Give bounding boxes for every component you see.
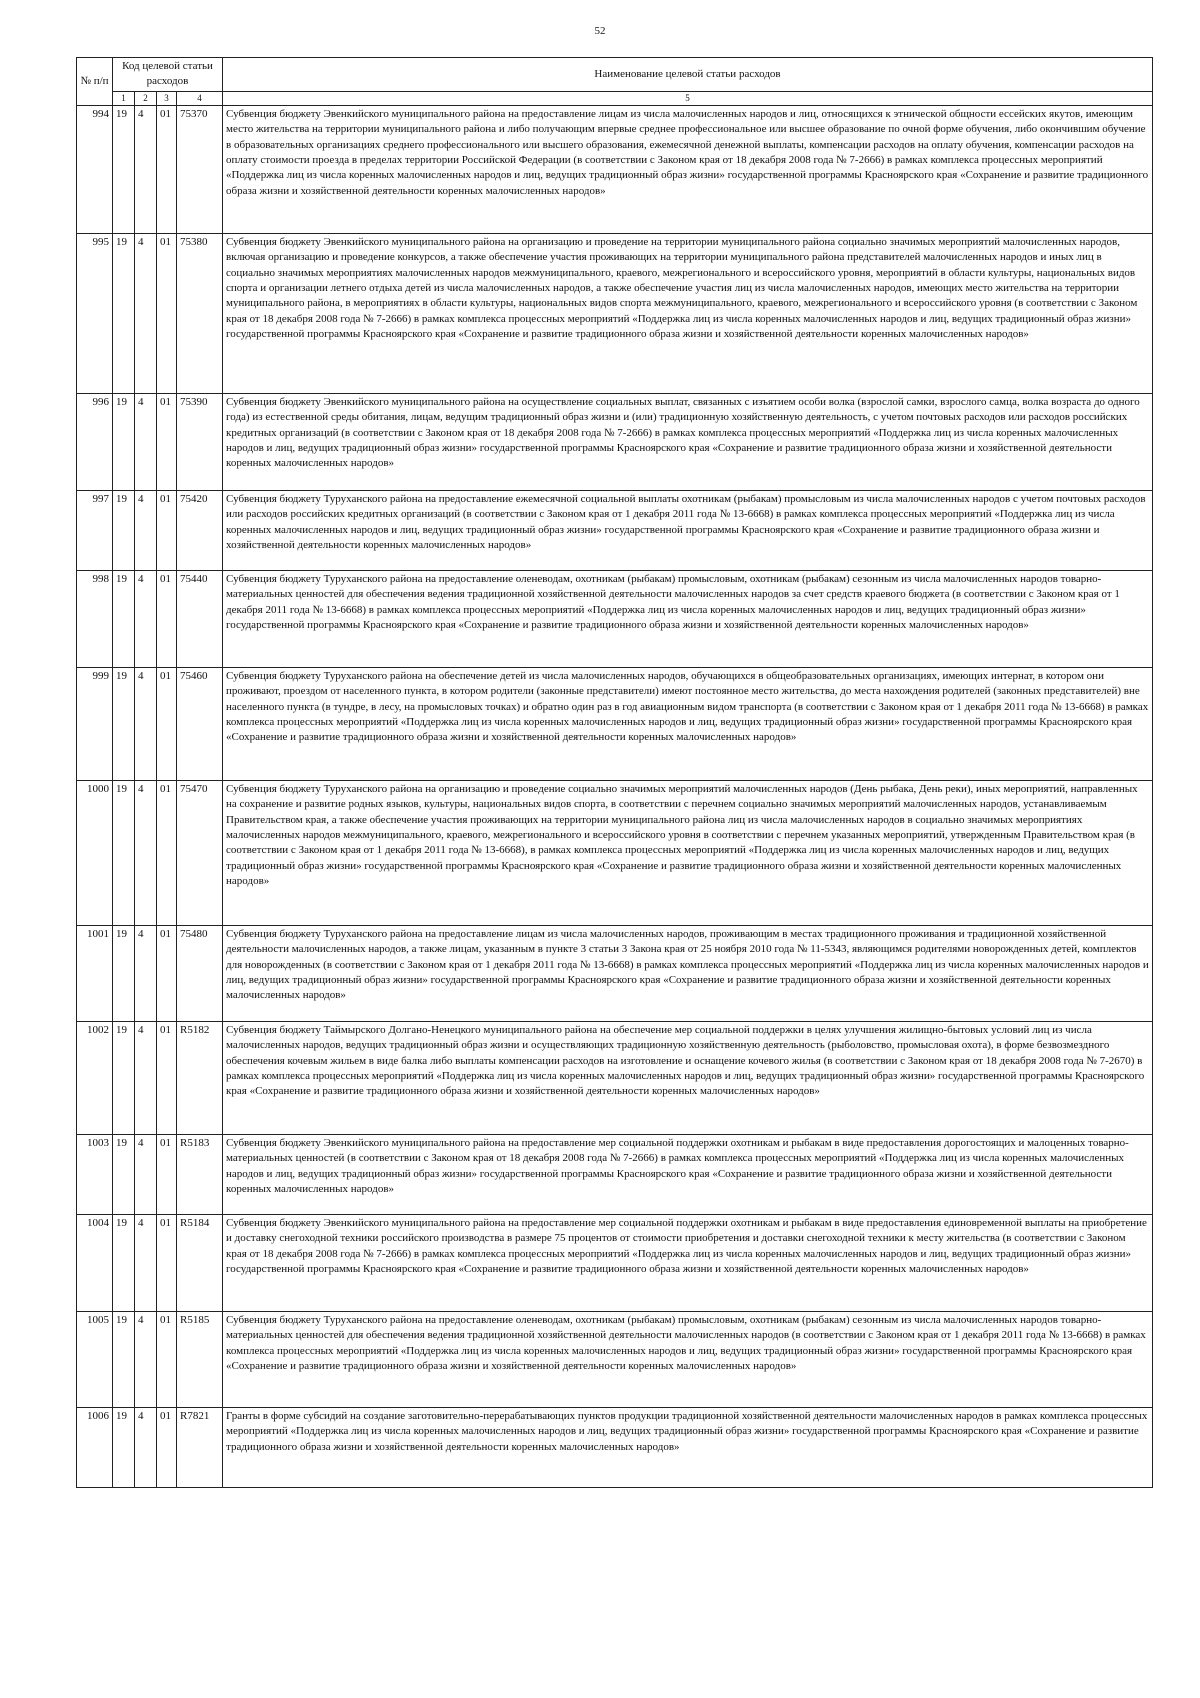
row-number: 1003 xyxy=(77,1134,113,1214)
item-name: Субвенция бюджету Эвенкийского муниципального района на организацию и проведение на территории муниципального района социально значимых мероприятий малочисленных народов, включая организацию и проведение конкурсов, а также обеспечение участия проживающих на территории муниципального района представителей малочисленных народов и иных лиц в социально значимых мероприятиях малочисленных народов межмуниципального, краевого, межрегионального и всероссийского уровня, мероприятий в области культуры, национальных видов спорта и организации летнего отдыха детей из числа малочисленных народов, а также обеспечение участия лиц из числа малочисленных народов, имеющих место жительства на территории муниципального района, в мероприятиях в области культуры, национальных видов спорта межмуниципального, краевого, межрегионального и всероссийского уровня (в соответствии с Законом края от 18 декабря 2008 года № 7-2666) в рамках комплекса процессных мероприятий «Поддержка лиц из числа коренных малочисленных народов и лиц, ведущих традиционный образ жизни» государственной программы Красноярского края «Сохранение и развитие традиционного образа жизни и хозяйственной деятельности коренных малочисленных народов» xyxy=(223,233,1153,393)
row-number: 997 xyxy=(77,490,113,570)
code-program: 19 xyxy=(113,393,135,490)
code-direction: 75480 xyxy=(177,925,223,1021)
target-items-table xyxy=(76,57,1153,1488)
row-number: 996 xyxy=(77,393,113,490)
column-number: 4 xyxy=(177,91,223,105)
code-program: 19 xyxy=(113,233,135,393)
code-direction: 75460 xyxy=(177,667,223,780)
code-direction: 75470 xyxy=(177,780,223,925)
table-row xyxy=(77,570,1153,667)
code-program: 19 xyxy=(113,490,135,570)
code-complex: 01 xyxy=(157,1021,177,1134)
table-row xyxy=(77,1407,1153,1487)
code-complex: 01 xyxy=(157,570,177,667)
code-subprogram: 4 xyxy=(135,1407,157,1487)
row-number: 1001 xyxy=(77,925,113,1021)
row-number: 1004 xyxy=(77,1214,113,1311)
item-name: Субвенция бюджету Туруханского района на предоставление оленеводам, охотникам (рыбакам) промысловым, охотникам (рыбакам) сезонным из числа малочисленных народов товарно-материальных ценностей для обеспечения ведения традиционной хозяйственной деятельности малочисленных народов (в соответствии с Законом края от 1 декабря 2011 года № 13-6668) в рамках комплекса процессных мероприятий «Поддержка лиц из числа коренных малочисленных народов и лиц, ведущих традиционный образ жизни» государственной программы Красноярского края «Сохранение и развитие традиционного образа жизни и хозяйственной деятельности коренных малочисленных народов» xyxy=(223,1311,1153,1407)
row-number: 1005 xyxy=(77,1311,113,1407)
code-complex: 01 xyxy=(157,667,177,780)
page-number: 52 xyxy=(594,25,606,37)
column-number: 1 xyxy=(113,91,135,105)
code-program: 19 xyxy=(113,570,135,667)
item-name: Субвенция бюджету Эвенкийского муниципального района на предоставление мер социальной поддержки охотникам и рыбакам в виде предоставления единовременной выплаты на приобретение и доставку снегоходной техники российского производства в размере 75 процентов от стоимости приобретения и доставки снегоходной техники к месту жительства (в соответствии с Законом края от 18 декабря 2008 года № 7-2666) в рамках комплекса процессных мероприятий «Поддержка лиц из числа коренных малочисленных народов и лиц, ведущих традиционный образ жизни» государственной программы Красноярского края «Сохранение и развитие традиционного образа жизни и хозяйственной деятельности коренных малочисленных народов» xyxy=(223,1214,1153,1311)
item-name: Субвенция бюджету Туруханского района на обеспечение детей из числа малочисленных народов, обучающихся в общеобразовательных организациях, имеющих интернат, в котором они проживают, проездом от населенного пункта, в котором родители (законные представители) имеют постоянное место жительства, до места нахождения родителей (законных представителей) вне населенного пункта (в тундре, в лесу, на промысловых точках) и обратно один раз в год авиационным видом транспорта (в соответствии с Законом края от 1 декабря 2011 года № 13-6668) в рамках комплекса процессных мероприятий «Поддержка лиц из числа коренных малочисленных народов и лиц, ведущих традиционный образ жизни» государственной программы Красноярского края «Сохранение и развитие традиционного образа жизни и хозяйственной деятельности коренных малочисленных народов» xyxy=(223,667,1153,780)
item-name: Субвенция бюджету Эвенкийского муниципального района на осуществление социальных выплат, связанных с изъятием особи волка (взрослой самки, взрослого самца, волка возраста до одного года) из естественной среды обитания, лицам, ведущим традиционный образ жизни и (или) традиционную хозяйственную деятельность, с учетом почтовых расходов или расходов российских кредитных организаций (в соответствии с Законом края от 18 декабря 2008 года № 7-2666) в рамках комплекса процессных мероприятий «Поддержка лиц из числа коренных малочисленных народов и лиц, ведущих традиционный образ жизни» государственной программы Красноярского края «Сохранение и развитие традиционного образа жизни и хозяйственной деятельности коренных малочисленных народов» xyxy=(223,393,1153,490)
item-name: Гранты в форме субсидий на создание заготовительно-перерабатывающих пунктов продукции традиционной хозяйственной деятельности малочисленных народов в рамках комплекса процессных мероприятий «Поддержка лиц из числа коренных малочисленных народов и лиц, ведущих традиционный образ жизни» государственной программы Красноярского края «Сохранение и развитие традиционного образа жизни и хозяйственной деятельности коренных малочисленных народов» xyxy=(223,1407,1153,1487)
table-row xyxy=(77,1214,1153,1311)
column-header-number: № п/п xyxy=(77,58,113,106)
code-program: 19 xyxy=(113,780,135,925)
code-complex: 01 xyxy=(157,1311,177,1407)
code-subprogram: 4 xyxy=(135,105,157,233)
column-number: 2 xyxy=(135,91,157,105)
code-complex: 01 xyxy=(157,925,177,1021)
code-direction: R5184 xyxy=(177,1214,223,1311)
code-complex: 01 xyxy=(157,490,177,570)
row-number: 999 xyxy=(77,667,113,780)
code-program: 19 xyxy=(113,925,135,1021)
code-direction: 75380 xyxy=(177,233,223,393)
code-complex: 01 xyxy=(157,780,177,925)
code-subprogram: 4 xyxy=(135,667,157,780)
code-subprogram: 4 xyxy=(135,233,157,393)
table-row xyxy=(77,925,1153,1021)
row-number: 1000 xyxy=(77,780,113,925)
table-row xyxy=(77,1134,1153,1214)
table-header-row xyxy=(77,58,1153,92)
code-complex: 01 xyxy=(157,1134,177,1214)
code-complex: 01 xyxy=(157,105,177,233)
row-number: 995 xyxy=(77,233,113,393)
code-subprogram: 4 xyxy=(135,780,157,925)
column-numbers-row xyxy=(77,91,1153,105)
table-row xyxy=(77,780,1153,925)
item-name: Субвенция бюджету Туруханского района на предоставление ежемесячной социальной выплаты охотникам (рыбакам) промысловым из числа малочисленных народов с учетом почтовых расходов или расходов российских кредитных организаций (в соответствии с Законом края от 1 декабря 2011 года № 13-6668) в рамках комплекса процессных мероприятий «Поддержка лиц из числа коренных малочисленных народов и лиц, ведущих традиционный образ жизни» государственной программы Красноярского края «Сохранение и развитие традиционного образа жизни и хозяйственной деятельности коренных малочисленных народов» xyxy=(223,490,1153,570)
table-row xyxy=(77,393,1153,490)
code-subprogram: 4 xyxy=(135,490,157,570)
code-program: 19 xyxy=(113,1134,135,1214)
code-subprogram: 4 xyxy=(135,1134,157,1214)
code-program: 19 xyxy=(113,1311,135,1407)
code-direction: R5185 xyxy=(177,1311,223,1407)
code-direction: 75440 xyxy=(177,570,223,667)
column-header-code: Код целевой статьи расходов xyxy=(113,58,223,92)
column-number: 3 xyxy=(157,91,177,105)
code-direction: R5182 xyxy=(177,1021,223,1134)
row-number: 1006 xyxy=(77,1407,113,1487)
item-name: Субвенция бюджету Эвенкийского муниципального района на предоставление мер социальной поддержки охотникам и рыбакам в виде предоставления дорогостоящих и малоценных товарно-материальных ценностей (в соответствии с Законом края от 18 декабря 2008 года № 7-2666) в рамках комплекса процессных мероприятий «Поддержка лиц из числа коренных малочисленных народов и лиц, ведущих традиционный образ жизни» государственной программы Красноярского края «Сохранение и развитие традиционного образа жизни и хозяйственной деятельности коренных малочисленных народов» xyxy=(223,1134,1153,1214)
table-row xyxy=(77,490,1153,570)
table-row xyxy=(77,667,1153,780)
code-direction: 75370 xyxy=(177,105,223,233)
row-number: 1002 xyxy=(77,1021,113,1134)
code-complex: 01 xyxy=(157,1407,177,1487)
item-name: Субвенция бюджету Туруханского района на предоставление лицам из числа малочисленных народов, проживающим в местах традиционного проживания и традиционной хозяйственной деятельности малочисленных народов, а также лицам, указанным в пункте 3 статьи 3 Закона края от 25 ноября 2010 года № 11-5343, являющимся родителями новорожденных детей, комплектов для новорожденных (в соответствии с Законом края от 1 декабря 2011 года № 13-6668) в рамках комплекса процессных мероприятий «Поддержка лиц из числа коренных малочисленных народов и лиц, ведущих традиционный образ жизни» государственной программы Красноярского края «Сохранение и развитие традиционного образа жизни и хозяйственной деятельности коренных малочисленных народов» xyxy=(223,925,1153,1021)
table-row xyxy=(77,105,1153,233)
column-header-name: Наименование целевой статьи расходов xyxy=(223,58,1153,92)
code-program: 19 xyxy=(113,1214,135,1311)
item-name: Субвенция бюджету Туруханского района на организацию и проведение социально значимых мероприятий малочисленных народов (День рыбака, День реки), иных мероприятий, направленных на сохранение и развитие родных языков, культуры, национальных видов спорта, в соответствии с перечнем социально значимых мероприятий малочисленных народов, устанавливаемым Правительством края, а также обеспечение участия проживающих на территории муниципального района лиц из числа малочисленных народов в социально значимых мероприятиях малочисленных народов межмуниципального, краевого, межрегионального и всероссийского уровня в соответствии с перечнем указанных мероприятий, утвержденным Правительством края (в соответствии с Законом края от 1 декабря 2011 года № 13-6668), в рамках комплекса процессных мероприятий «Поддержка лиц из числа коренных малочисленных народов и лиц, ведущих традиционный образ жизни» государственной программы Красноярского края «Сохранение и развитие традиционного образа жизни и хозяйственной деятельности коренных малочисленных народов» xyxy=(223,780,1153,925)
code-program: 19 xyxy=(113,1021,135,1134)
table-row xyxy=(77,1311,1153,1407)
code-program: 19 xyxy=(113,105,135,233)
table-row xyxy=(77,1021,1153,1134)
code-program: 19 xyxy=(113,667,135,780)
code-direction: R7821 xyxy=(177,1407,223,1487)
item-name: Субвенция бюджету Эвенкийского муниципального района на предоставление лицам из числа малочисленных народов и лиц, относящихся к этнической общности ессейских якутов, имеющим место жительства на территории муниципального района и либо получающим впервые среднее профессиональное или высшее образование по очной форме обучения, либо окончившим обучение в образовательных организациях среднего профессионального или высшего образования, ежемесячной денежной выплаты, компенсации расходов на оплату обучения, компенсации расходов на оплату стоимости проезда в пределах территории Российской Федерации (в соответствии с Законом края от 18 декабря 2008 года № 7-2666) в рамках комплекса процессных мероприятий «Поддержка лиц из числа коренных малочисленных народов и лиц, ведущих традиционный образ жизни» государственной программы Красноярского края «Сохранение и развитие традиционного образа жизни и хозяйственной деятельности коренных малочисленных народов» xyxy=(223,105,1153,233)
code-program: 19 xyxy=(113,1407,135,1487)
code-direction: 75390 xyxy=(177,393,223,490)
code-direction: 75420 xyxy=(177,490,223,570)
table-row xyxy=(77,233,1153,393)
row-number: 994 xyxy=(77,105,113,233)
code-subprogram: 4 xyxy=(135,1021,157,1134)
row-number: 998 xyxy=(77,570,113,667)
code-subprogram: 4 xyxy=(135,1311,157,1407)
code-subprogram: 4 xyxy=(135,570,157,667)
code-direction: R5183 xyxy=(177,1134,223,1214)
code-subprogram: 4 xyxy=(135,1214,157,1311)
code-subprogram: 4 xyxy=(135,393,157,490)
item-name: Субвенция бюджету Таймырского Долгано-Ненецкого муниципального района на обеспечение мер социальной поддержки в целях улучшения жилищно-бытовых условий лиц из числа малочисленных народов, ведущих традиционный образ жизни и осуществляющих традиционную хозяйственную деятельность (рыболовство, промысловая охота), в форме безвозмездного обеспечения кочевым жильем в виде балка либо выплаты компенсации расходов на изготовление и оснащение кочевого жилья (в соответствии с Законом края от 18 декабря 2008 года № 7-2670) в рамках комплекса процессных мероприятий «Поддержка лиц из числа коренных малочисленных народов и лиц, ведущих традиционный образ жизни» государственной программы Красноярского края «Сохранение и развитие традиционного образа жизни и хозяйственной деятельности коренных малочисленных народов» xyxy=(223,1021,1153,1134)
code-subprogram: 4 xyxy=(135,925,157,1021)
item-name: Субвенция бюджету Туруханского района на предоставление оленеводам, охотникам (рыбакам) промысловым, охотникам (рыбакам) сезонным из числа малочисленных народов товарно-материальных ценностей для обеспечения ведения традиционной хозяйственной деятельности малочисленных народов за счет средств краевого бюджета (в соответствии с Законом края от 1 декабря 2011 года № 13-6668) в рамках комплекса процессных мероприятий «Поддержка лиц из числа коренных малочисленных народов и лиц, ведущих традиционный образ жизни» государственной программы Красноярского края «Сохранение и развитие традиционного образа жизни и хозяйственной деятельности коренных малочисленных народов» xyxy=(223,570,1153,667)
code-complex: 01 xyxy=(157,1214,177,1311)
code-complex: 01 xyxy=(157,233,177,393)
code-complex: 01 xyxy=(157,393,177,490)
column-number: 5 xyxy=(223,91,1153,105)
